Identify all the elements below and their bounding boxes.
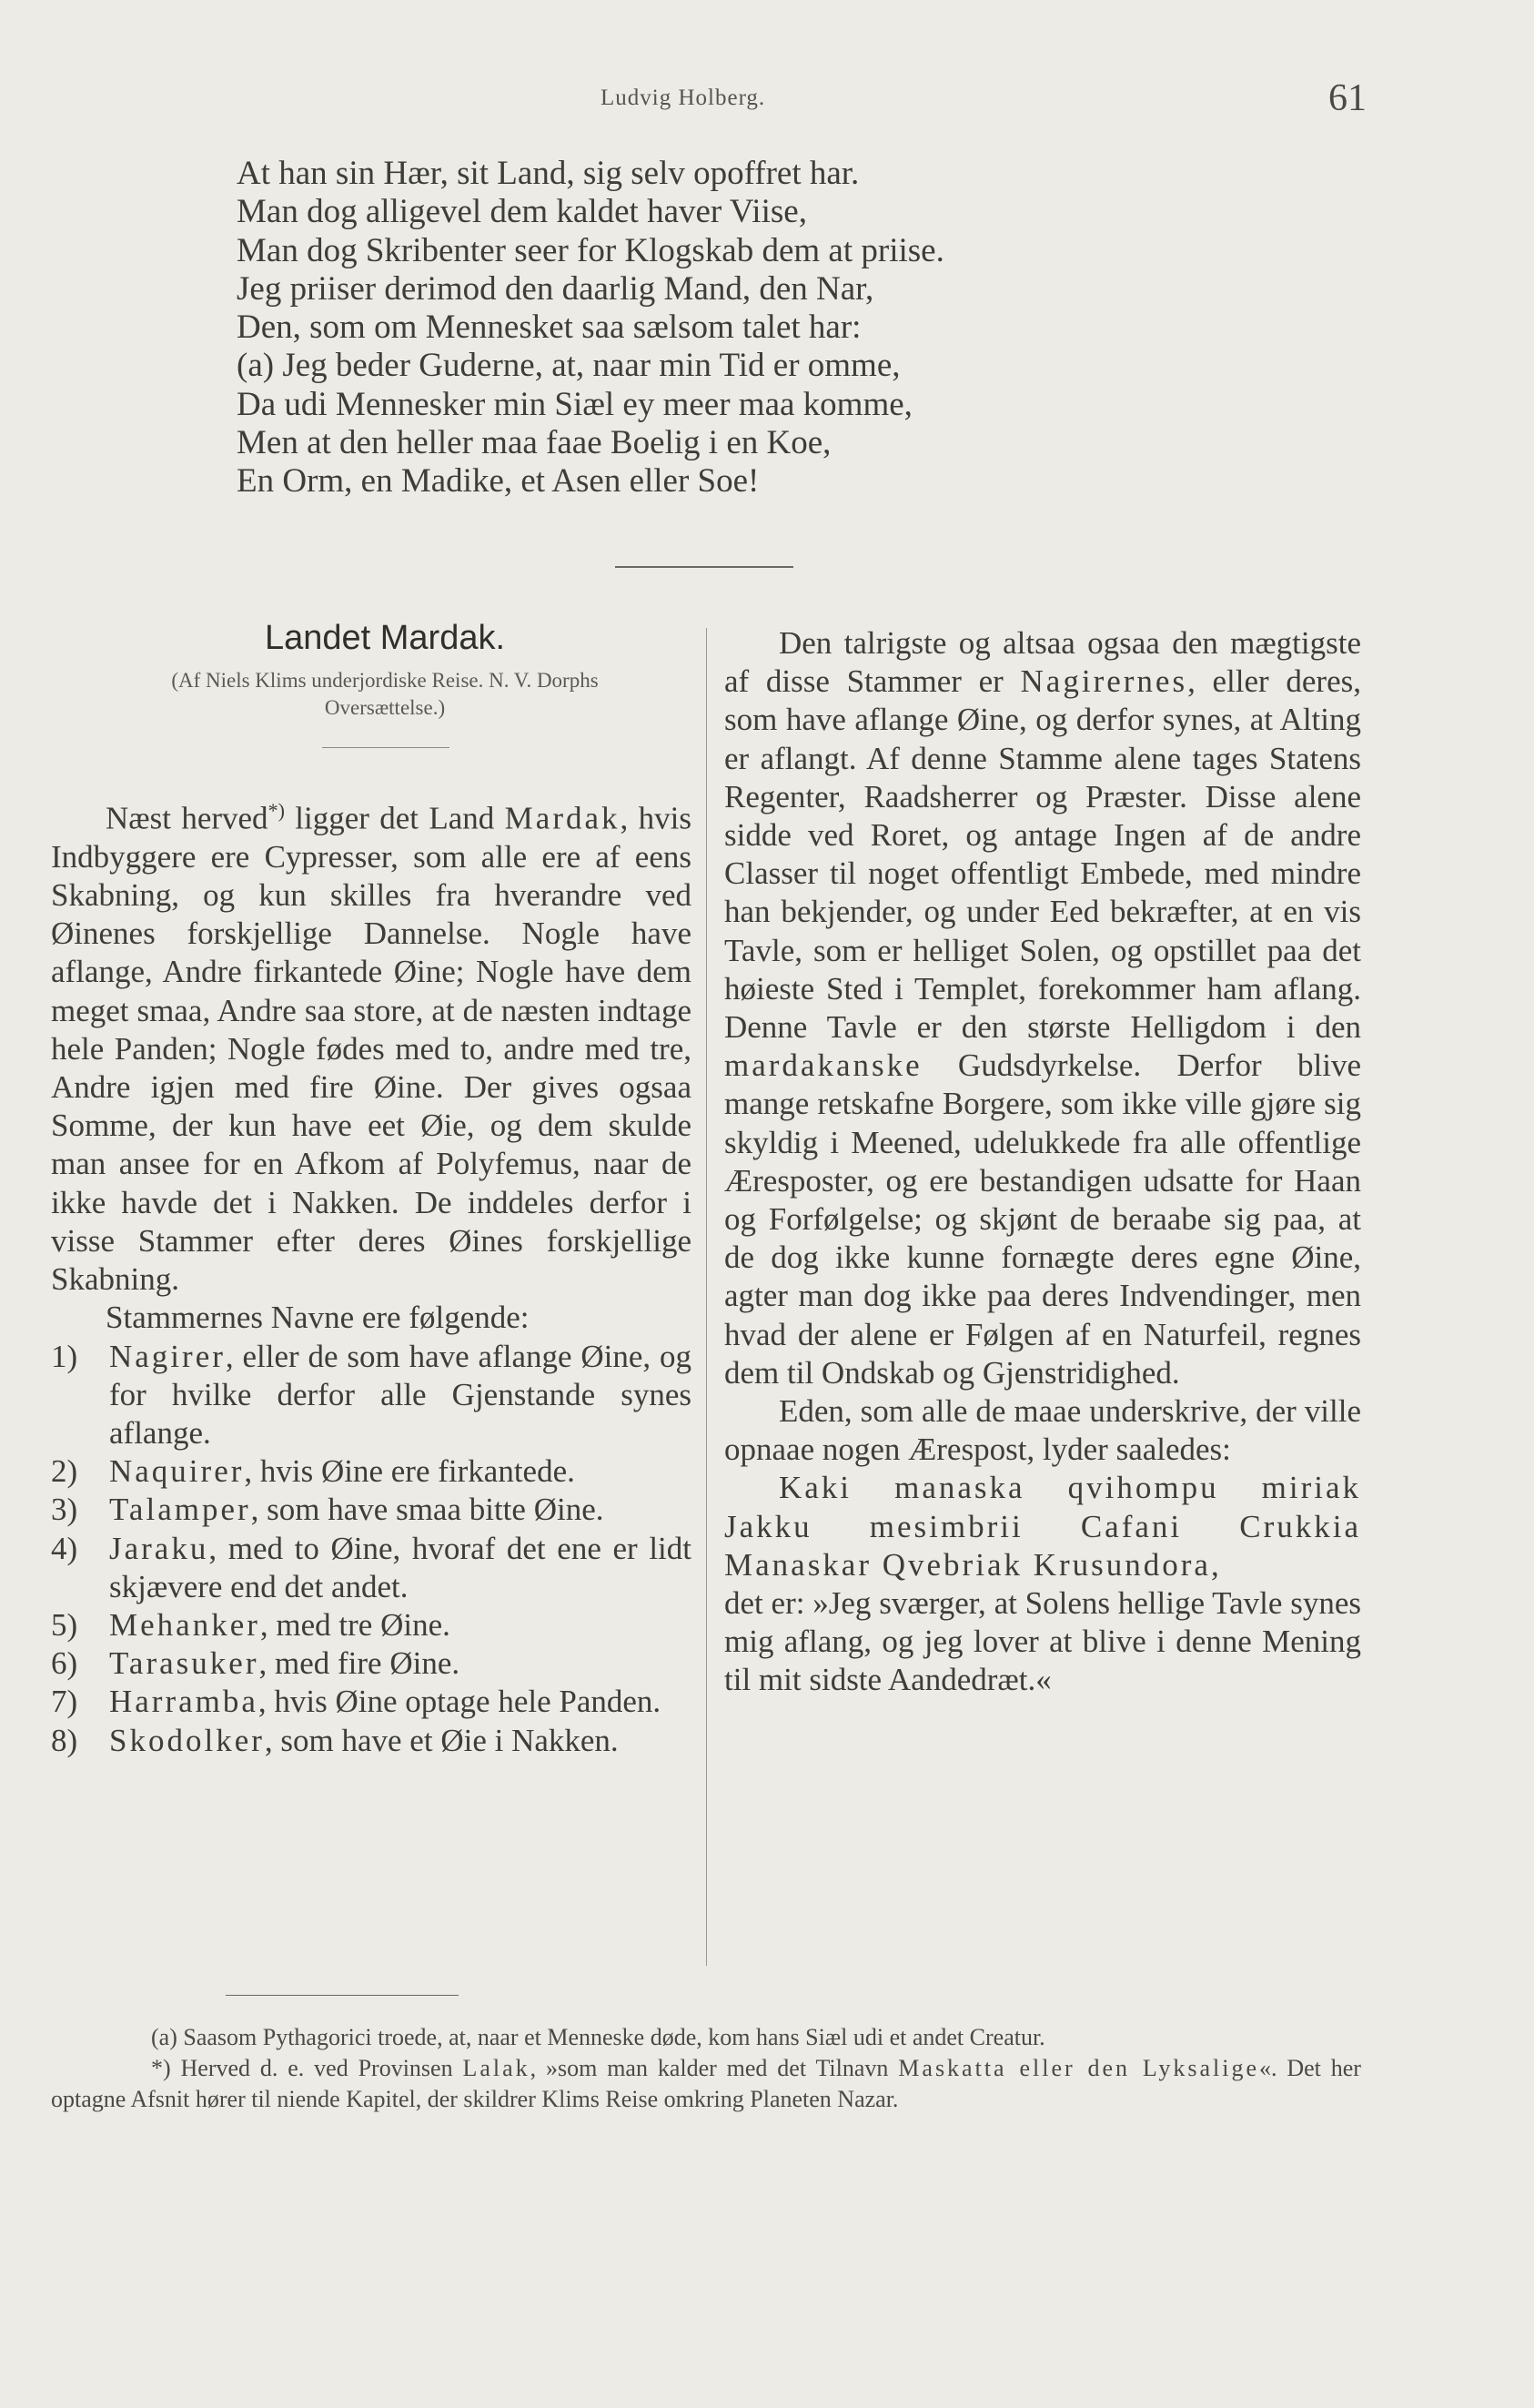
list-number: 1) [51, 1338, 78, 1374]
section-title: Landet Mardak. [264, 619, 506, 657]
poem-line: Den, som om Mennesket saa sælsom talet har: [237, 309, 862, 347]
epithet: Maskatta eller den Lyksalige [898, 2055, 1259, 2081]
poem-line: (a) Jeg beder Guderne, at, naar min Tid er omme, [237, 347, 901, 385]
paragraph [51, 792, 691, 1299]
poem-line: Da udi Mennesker min Siæl ey meer maa komme, [237, 385, 913, 423]
paragraph: Eden, som alle de maae underskrive, der ville opnaae nogen Ærespost, lyder saaledes: [724, 1393, 1361, 1468]
footnote: (a) Saasom Pythagorici troede, at, naar et Menneske døde, kom hans Siæl udi et andet Creatur. [151, 2024, 1045, 2050]
tribe-desc: , som have et Øie i Nakken. [264, 1722, 619, 1758]
left-column [51, 619, 691, 1760]
text-run: Næst herved [106, 800, 268, 836]
paragraph: Stammernes Navne ere følgende: [106, 1300, 530, 1336]
tribe-name: Jaraku [109, 1530, 209, 1566]
title-underline-rule [322, 747, 449, 748]
tribe-desc: , med fire Øine. [258, 1645, 460, 1682]
tribe-name: Tarasuker [109, 1645, 259, 1682]
poem-line: Man dog alligevel dem kaldet haver Viise, [237, 193, 807, 231]
tribe-desc: , eller de som have aflange Øine, og for hvilke derfor alle Gjenstande synes aflange. [109, 1338, 691, 1451]
section-source-line: Oversættelse.) [324, 696, 446, 719]
list-item [51, 1530, 691, 1606]
list-number: 4) [51, 1530, 78, 1566]
list-item [51, 1606, 691, 1644]
left-column-text [51, 792, 691, 1760]
text-run: ligger det Land [284, 800, 505, 836]
footnote-marker: *) [267, 799, 285, 822]
tribe-name: Naquirer [109, 1453, 245, 1490]
oath-text: Kaki manaska qvihompu miriak Jakku mesimbrii Cafani Crukkia Manaskar Qvebriak Krusundora, [724, 1470, 1361, 1583]
text-run: , eller deres, som have aflange Øine, og derfor synes, at Alting er aflangt. Af denne Stamme alene tages Statens Regenter, Raadsherrer og Præster. Disse alene sidde ved Roret, og antage Ingen af de andre Classer til noget offentligt Embede, med mindre han bekjender, og under Eed bekræfter, at en vis Tavle, som er helliget Solen, og opstillet paa det høieste Sted i Templet, forekommer ham aflang. Denne Tavle er den største Helligdom i den [724, 663, 1361, 1046]
right-column-text [724, 624, 1361, 1700]
list-item [51, 1338, 691, 1453]
running-header [0, 77, 1534, 126]
tribe-name: Skodolker [109, 1722, 265, 1758]
paragraph: det er: »Jeg sværger, at Solens hellige Tavle synes mig aflang, og jeg lover at blive i denne Mening til mit sidste Aandedræt.« [724, 1585, 1361, 1698]
running-head-author: Ludvig Holberg. [600, 86, 766, 110]
section-source-line: (Af Niels Klims underjordiske Reise. N. V. Dorphs [171, 669, 599, 692]
list-number: 3) [51, 1492, 78, 1528]
tribe-desc: , med to Øine, hvoraf det ene er lidt skjævere end det andet. [109, 1530, 691, 1604]
tribe-desc: , som have smaa bitte Øine. [250, 1492, 604, 1528]
poem-line: At han sin Hær, sit Land, sig selv opoffret har. [237, 155, 860, 192]
paragraph [724, 624, 1361, 1392]
section-source [78, 667, 691, 722]
emphasized-word: mardakanske [724, 1047, 923, 1084]
page-number: 61 [1328, 77, 1367, 119]
tribe-desc: , hvis Øine optage hele Panden. [257, 1684, 661, 1720]
list-number: 5) [51, 1606, 78, 1643]
poem-line: Men at den heller maa faae Boelig i en Koe, [237, 424, 832, 462]
column-divider [706, 628, 707, 1966]
footnotes [51, 2022, 1361, 2115]
section-divider [615, 566, 793, 568]
tribe-name: Harramba [109, 1684, 258, 1720]
tribe-name: Mehanker [109, 1606, 260, 1643]
list-item [51, 1722, 691, 1760]
tribe-desc: , med tre Øine. [259, 1606, 450, 1643]
poem-line: En Orm, en Madike, et Asen eller Soe! [237, 462, 760, 501]
list-number: 7) [51, 1684, 78, 1720]
tribe-desc: , hvis Øine ere firkantede. [244, 1453, 575, 1490]
list-item [51, 1491, 691, 1529]
poem-line: Jeg priiser derimod den daarlig Mand, den Nar, [237, 269, 874, 308]
list-item [51, 1452, 691, 1491]
footnote [51, 2053, 1361, 2115]
text-run: «. Det her optagne Afsnit hører til niende Kapitel, der skildrer Klims Reise omkring Planeten Nazar. [51, 2055, 1361, 2112]
list-number: 8) [51, 1722, 78, 1758]
list-item [51, 1644, 691, 1683]
right-column [724, 624, 1361, 1700]
place-name: Lalak [462, 2055, 530, 2081]
text-run: Den talrigste og altsaa ogsaa den mægtigste af disse Stammer er [724, 625, 1361, 700]
text-run: *) Herved d. e. ved Provinsen [151, 2055, 463, 2081]
tribe-name: Nagirernes [1020, 663, 1188, 700]
tribe-name: Nagirer [109, 1338, 226, 1374]
list-number: 2) [51, 1453, 78, 1490]
footnote-rule [226, 1995, 459, 1996]
list-number: 6) [51, 1645, 78, 1682]
list-item [51, 1683, 691, 1721]
text-run: , hvis Indbyggere ere Cypresser, som alle ere af eens Skabning, og kun skilles fra hverandre ved Øinenes forskjellige Dannelse. Nogle have aflange, Andre firkantede Øine; Nogle have dem meget smaa, Andre saa store, at de næsten indtage hele Panden; Nogle fødes med to, andre med tre, Andre igjen med fire Øine. Der gives ogsaa Somme, der kun have eet Øie, og dem skulde man ansee for en Afkom af Polyfemus, naar de ikke havde det i Nakken. De inddeles derfor i visse Stammer efter deres Øines forskjellige Skabning. [51, 800, 691, 1298]
text-run: , »som man kalder med det Tilnavn [530, 2055, 899, 2081]
poem-excerpt [237, 155, 1328, 501]
text-run: Gudsdyrkelse. Derfor blive mange retskafne Borgere, som ikke ville gjøre sig skyldig i Meened, udelukkede fra alle offentlige Æresposter, og ere bestandigen udsatte for Haan og Forfølgelse; og skjønt de beraabe sig paa, at de dog ikke kunne fornægte deres egne Øine, agter man dog ikke paa deres Indvendinger, men hvad der alene er Følgen af en Naturfeil, regnes dem til Ondskab og Gjenstridighed. [724, 1047, 1361, 1391]
place-name: Mardak [504, 800, 621, 836]
tribe-name: Talamper [109, 1492, 251, 1528]
poem-line: Man dog Skribenter seer for Klogskab dem at priise. [237, 231, 944, 269]
tribe-list [51, 1338, 691, 1760]
